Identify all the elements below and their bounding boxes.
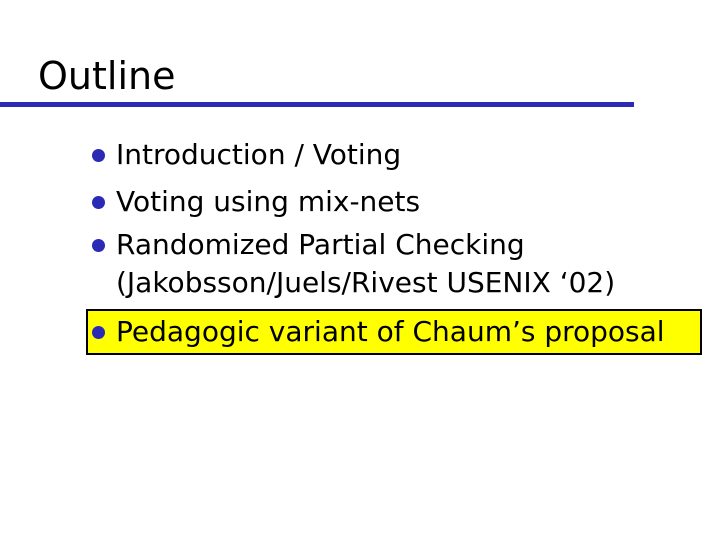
bullet-item-voting-mix-nets [92, 183, 420, 221]
round-bullet-icon [92, 326, 105, 339]
bullet-text: Voting using mix-nets [116, 185, 421, 218]
bullet-item-randomized-partial-checking [92, 226, 525, 264]
bullet-item-pedagogic-variant-highlighted [86, 309, 702, 355]
bullet-continuation-citation: (Jakobsson/Juels/Rivest USENIX ‘02) [116, 266, 616, 299]
round-bullet-icon [92, 239, 105, 252]
bullet-text: Randomized Partial Checking [116, 228, 525, 261]
bullet-item-introduction-voting [92, 136, 401, 174]
slide-title: Outline [38, 54, 176, 98]
round-bullet-icon [92, 196, 105, 209]
bullet-text: Introduction / Voting [116, 138, 402, 171]
bullet-text: Pedagogic variant of Chaum’s proposal [116, 315, 665, 348]
round-bullet-icon [92, 149, 105, 162]
